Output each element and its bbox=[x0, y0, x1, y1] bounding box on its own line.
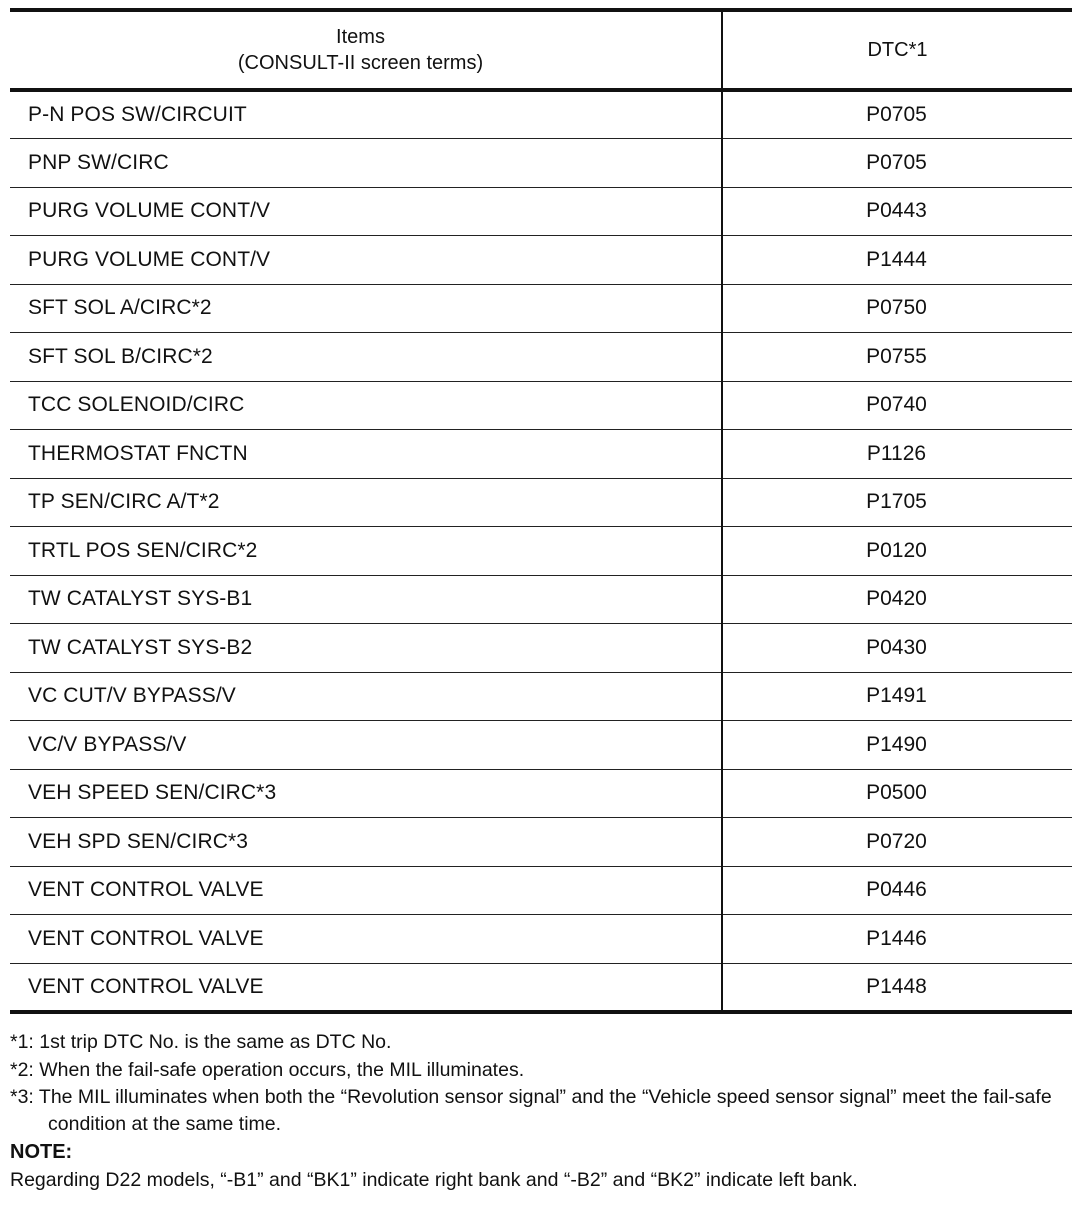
item-cell: TCC SOLENOID/CIRC bbox=[10, 381, 722, 430]
table-row bbox=[10, 527, 1072, 576]
footnote-1: *1: 1st trip DTC No. is the same as DTC No. bbox=[10, 1030, 392, 1053]
dtc-cell: P0705 bbox=[722, 139, 1072, 188]
header-row bbox=[10, 10, 1072, 90]
item-cell: TP SEN/CIRC A/T*2 bbox=[10, 478, 722, 527]
table-row bbox=[10, 624, 1072, 673]
item-cell: VENT CONTROL VALVE bbox=[10, 963, 722, 1012]
note-title: NOTE: bbox=[10, 1140, 73, 1163]
item-cell: VENT CONTROL VALVE bbox=[10, 915, 722, 964]
dtc-cell: P0740 bbox=[722, 381, 1072, 430]
item-cell: VC CUT/V BYPASS/V bbox=[10, 672, 722, 721]
dtc-cell: P0443 bbox=[722, 187, 1072, 236]
table-row bbox=[10, 672, 1072, 721]
dtc-cell: P0720 bbox=[722, 818, 1072, 867]
footnote-2: *2: When the fail-safe operation occurs, the MIL illuminates. bbox=[10, 1058, 525, 1081]
item-cell: VEH SPD SEN/CIRC*3 bbox=[10, 818, 722, 867]
item-cell: VENT CONTROL VALVE bbox=[10, 866, 722, 915]
dtc-cell: P1446 bbox=[722, 915, 1072, 964]
dtc-cell: P0420 bbox=[722, 575, 1072, 624]
dtc-cell: P0120 bbox=[722, 527, 1072, 576]
item-cell: TW CATALYST SYS-B1 bbox=[10, 575, 722, 624]
table-row bbox=[10, 575, 1072, 624]
table-row bbox=[10, 769, 1072, 818]
header-items-subtitle: (CONSULT-II screen terms) bbox=[237, 52, 484, 74]
table-row bbox=[10, 139, 1072, 188]
dtc-cell: P1444 bbox=[722, 236, 1072, 285]
dtc-cell: P1490 bbox=[722, 721, 1072, 770]
dtc-cell: P1448 bbox=[722, 963, 1072, 1012]
footnote-3: *3: The MIL illuminates when both the “Revolution sensor signal” and the “Vehicle speed sensor signal” meet the fail-safe condition at the same time. bbox=[10, 1085, 1052, 1135]
item-cell: SFT SOL B/CIRC*2 bbox=[10, 333, 722, 382]
dtc-cell: P0500 bbox=[722, 769, 1072, 818]
item-cell: PNP SW/CIRC bbox=[10, 139, 722, 188]
table-row bbox=[10, 915, 1072, 964]
header-items bbox=[10, 10, 722, 90]
table-row bbox=[10, 381, 1072, 430]
dtc-table bbox=[10, 8, 1072, 1014]
dtc-cell: P1491 bbox=[722, 672, 1072, 721]
note-body: Regarding D22 models, “-B1” and “BK1” indicate right bank and “-B2” and “BK2” indicate left bank. bbox=[10, 1168, 858, 1191]
table-header bbox=[10, 10, 1072, 90]
dtc-cell: P1705 bbox=[722, 478, 1072, 527]
table-row bbox=[10, 333, 1072, 382]
dtc-cell: P0755 bbox=[722, 333, 1072, 382]
item-cell: PURG VOLUME CONT/V bbox=[10, 187, 722, 236]
document-page bbox=[10, 8, 1074, 1194]
table-row bbox=[10, 478, 1072, 527]
table-row bbox=[10, 236, 1072, 285]
table-body bbox=[10, 90, 1072, 1012]
dtc-cell: P0430 bbox=[722, 624, 1072, 673]
header-dtc: DTC*1 bbox=[722, 10, 1072, 90]
dtc-cell: P0446 bbox=[722, 866, 1072, 915]
table-row bbox=[10, 721, 1072, 770]
dtc-cell: P1126 bbox=[722, 430, 1072, 479]
table-row bbox=[10, 963, 1072, 1012]
item-cell: VC/V BYPASS/V bbox=[10, 721, 722, 770]
item-cell: TRTL POS SEN/CIRC*2 bbox=[10, 527, 722, 576]
item-cell: P-N POS SW/CIRCUIT bbox=[10, 90, 722, 139]
item-cell: PURG VOLUME CONT/V bbox=[10, 236, 722, 285]
dtc-cell: P0750 bbox=[722, 284, 1072, 333]
table-row bbox=[10, 90, 1072, 139]
item-cell: THERMOSTAT FNCTN bbox=[10, 430, 722, 479]
dtc-cell: P0705 bbox=[722, 90, 1072, 139]
table-row bbox=[10, 866, 1072, 915]
footnotes bbox=[10, 1028, 1074, 1194]
table-row bbox=[10, 187, 1072, 236]
table-row bbox=[10, 284, 1072, 333]
table-row bbox=[10, 430, 1072, 479]
table-row bbox=[10, 818, 1072, 867]
item-cell: SFT SOL A/CIRC*2 bbox=[10, 284, 722, 333]
header-items-title: Items bbox=[336, 26, 385, 48]
item-cell: VEH SPEED SEN/CIRC*3 bbox=[10, 769, 722, 818]
item-cell: TW CATALYST SYS-B2 bbox=[10, 624, 722, 673]
